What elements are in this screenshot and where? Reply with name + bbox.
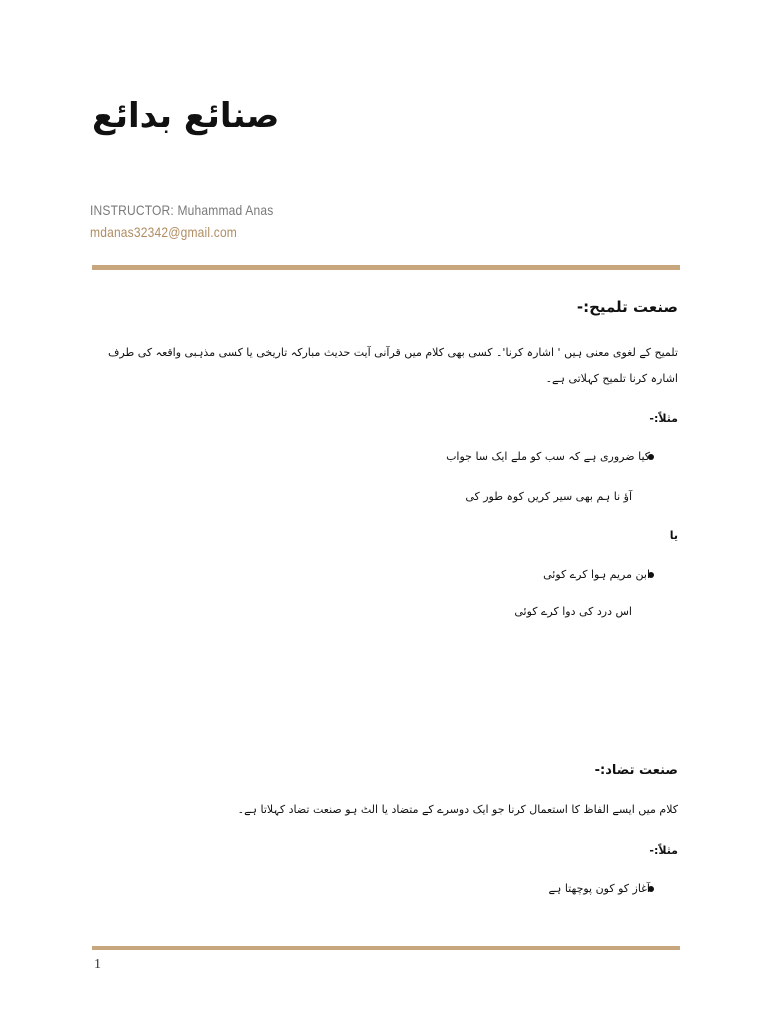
or-label: یا: [669, 529, 678, 542]
document-title: صنائع بدائع: [92, 96, 280, 136]
example-verse-1b: آؤ نا ہم بھی سیر کریں کوہ طور کی: [465, 490, 632, 503]
example-verse-3a: آغاز کو کون پوچھتا ہے: [548, 882, 650, 895]
instructor-name: INSTRUCTOR: Muhammad Anas: [90, 202, 274, 218]
section-paragraph-tazaad: کلام میں ایسے الفاظ کا استعمال کرنا جو ایک دوسرے کے متضاد یا الٹ ہو صنعت تضاد کہلاتا ہے۔: [237, 803, 678, 816]
section-paragraph-talmeeh: تلمیح کے لغوی معنی ہیں ' اشارہ کرنا'۔ کسی بھی کلام میں قرآنی آیت حدیث مبارکہ تاریخی یا کسی مذہبی واقعہ کی طرف اشارہ کرنا تلمیح کہلاتی ہے۔: [108, 346, 678, 385]
example-verse-1a: کیا ضروری ہے کہ سب کو ملے ایک سا جواب: [446, 450, 650, 463]
instructor-email[interactable]: mdanas32342@gmail.com: [90, 224, 238, 240]
example-verse-2a: ابن مریم ہوا کرے کوئی: [543, 568, 650, 581]
footer-divider: [92, 946, 680, 950]
example-verse-2b: اس درد کی دوا کرے کوئی: [514, 605, 632, 618]
section-heading-tazaad: صنعت تضاد:-: [594, 763, 678, 778]
section-heading-talmeeh: صنعت تلمیح:-: [576, 298, 678, 316]
page-number: 1: [94, 957, 101, 972]
header-divider: [92, 265, 680, 270]
example-label-tazaad: مثلاً:-: [649, 844, 678, 857]
example-label-talmeeh: مثلاً:-: [649, 412, 678, 425]
